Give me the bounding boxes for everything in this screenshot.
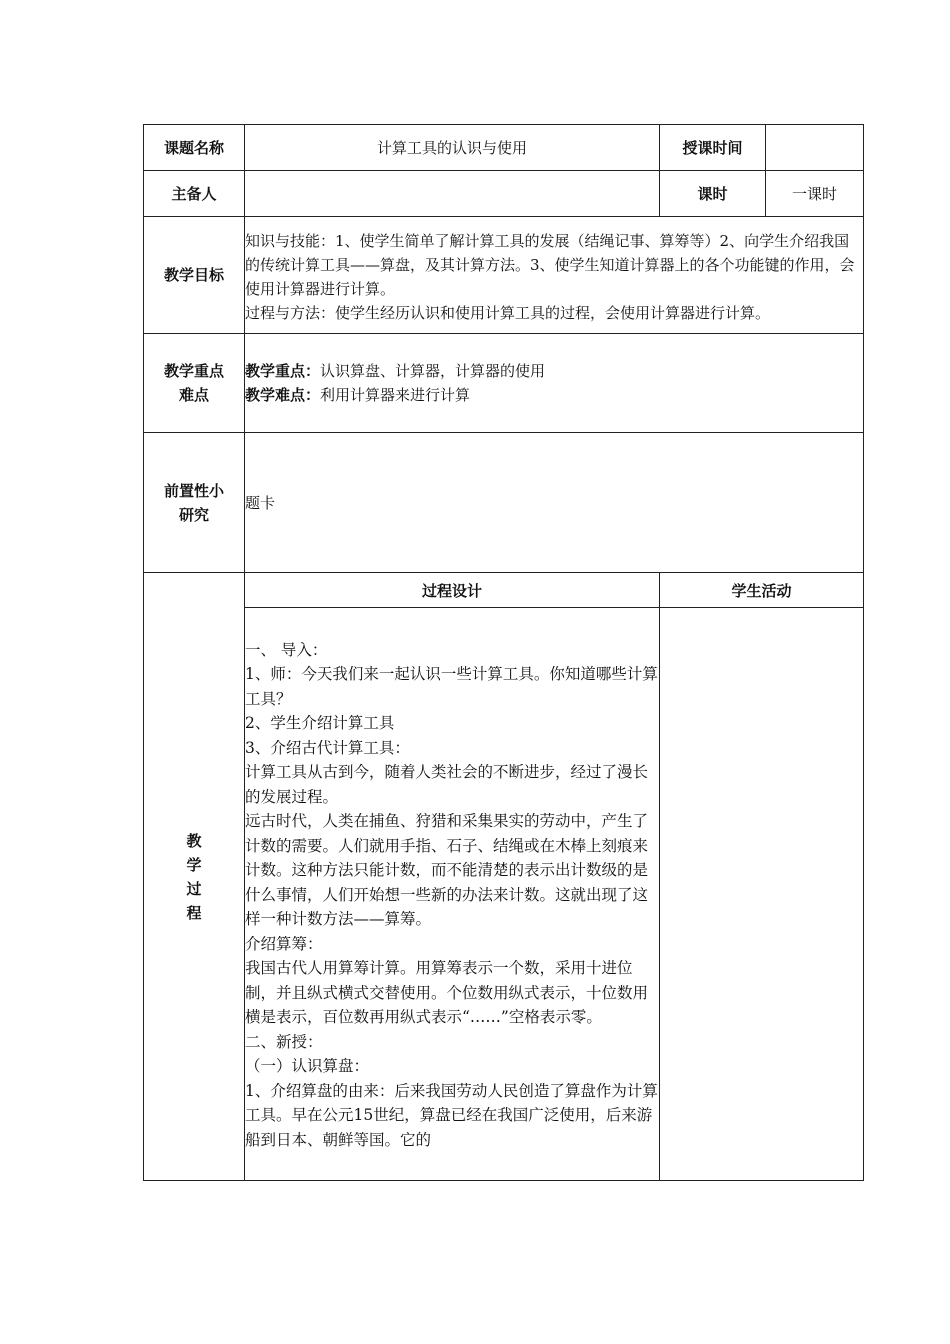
process-line: 3、介绍古代计算工具： (245, 738, 410, 757)
process-header-row (144, 573, 864, 608)
process-content-row (144, 608, 864, 1181)
focus-text: 认识算盘、计算器，计算器的使用 (320, 362, 546, 380)
design-header: 过程设计 (245, 573, 660, 608)
pre-study-content: 题卡 (245, 433, 864, 573)
process-label-char-3: 过 (186, 879, 202, 898)
pre-study-row (144, 433, 864, 573)
focus-label: 教学重点： (245, 362, 321, 380)
period-label: 课时 (660, 171, 766, 217)
focus-line (245, 359, 863, 383)
pre-study-label-line1: 前置性小 (163, 481, 224, 500)
pre-study-label-line2: 研究 (178, 505, 209, 524)
process-line: 1、介绍算盘的由来：后来我国劳动人民创造了算盘作为计算工具。早在公元15世纪，算盘已经在我国广泛使用，后来游船到日本、朝鲜等国。它的 (245, 1081, 658, 1149)
student-activity-content (660, 608, 864, 1181)
process-line: 1、师：今天我们来一起认识一些计算工具。你知道哪些计算工具？ (245, 665, 658, 708)
topic-row (144, 125, 864, 171)
key-points-label-line1: 教学重点 (163, 362, 224, 380)
process-design-content (245, 608, 660, 1181)
process-line: 2、学生介绍计算工具 (245, 714, 395, 733)
process-line: （一）认识算盘： (245, 1057, 370, 1076)
goals-label: 教学目标 (144, 217, 245, 334)
process-line: 二、新授： (245, 1032, 323, 1051)
process-line: 一、 导入： (245, 640, 328, 659)
process-label-char-4: 程 (186, 903, 202, 922)
key-points-label (144, 334, 245, 433)
difficulty-label: 教学难点： (245, 386, 321, 404)
activity-header: 学生活动 (660, 573, 864, 608)
class-time-value (766, 125, 864, 171)
goals-method-text: 过程与方法：使学生经历认识和使用计算工具的过程，会使用计算器进行计算。 (245, 304, 771, 322)
goals-content (245, 217, 864, 334)
goals-row (144, 217, 864, 334)
process-line: 计算工具从古到今，随着人类社会的不断进步，经过了漫长的发展过程。 (245, 763, 649, 806)
topic-value: 计算工具的认识与使用 (245, 125, 660, 171)
pre-study-label (144, 433, 245, 573)
process-label (144, 573, 245, 1181)
process-line: 远古时代，人类在捕鱼、狩猎和采集果实的劳动中，产生了计数的需要。人们就用手指、石子、结绳或在木棒上刻痕来计数。这种方法只能计数，而不能清楚的表示出计数级的是什么事情，人们开始想一些新的办法来计数。这就出现了这样一种计数方法——算筹。 (245, 812, 649, 929)
topic-label: 课题名称 (144, 125, 245, 171)
key-points-row (144, 334, 864, 433)
difficulty-text: 利用计算器来进行计算 (320, 386, 471, 404)
goals-knowledge-text: 知识与技能：1、使学生简单了解计算工具的发展（结绳记事、算筹等）2、向学生介绍我国的传统计算工具——算盘，及其计算方法。3、使学生知道计算器上的各个功能键的作用，会使用计算器进行计算。 (245, 232, 855, 298)
process-line: 我国古代人用算筹计算。用算筹表示一个数，采用十进位制，并且纵式横式交替使用。个位数用纵式表示，十位数用横是表示，百位数再用纵式表示“……”空格表示零。 (245, 959, 649, 1027)
preparer-label: 主备人 (144, 171, 245, 217)
lesson-plan-table (143, 124, 864, 1181)
process-label-char-1: 教 (186, 831, 202, 850)
class-time-label: 授课时间 (660, 125, 766, 171)
preparer-row (144, 171, 864, 217)
preparer-value (245, 171, 660, 217)
key-points-label-line2: 难点 (178, 386, 209, 404)
key-points-content (245, 334, 864, 433)
period-value: 一课时 (766, 171, 864, 217)
process-line: 介绍算筹： (245, 934, 323, 953)
difficulty-line (245, 383, 863, 407)
process-label-char-2: 学 (186, 855, 202, 874)
